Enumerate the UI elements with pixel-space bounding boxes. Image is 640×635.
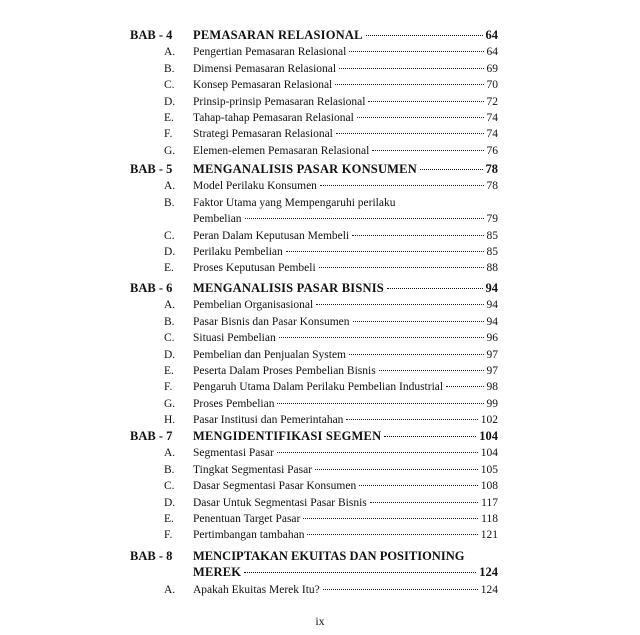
section-row	[0, 396, 640, 412]
dot-leader	[387, 288, 483, 289]
section-title-line-text: Faktor Utama yang Mempengaruhi perilaku	[193, 196, 396, 209]
section-page: 79	[486, 213, 498, 226]
toc-entry	[193, 297, 498, 313]
toc-entry	[193, 330, 498, 346]
dot-leader	[446, 386, 483, 387]
chapter-row	[0, 428, 640, 444]
section-page: 85	[486, 229, 498, 242]
section-title-line	[0, 195, 640, 211]
section-letter: C.	[164, 229, 175, 242]
toc-entry	[193, 27, 498, 43]
section-row	[0, 495, 640, 511]
section-row	[0, 363, 640, 379]
dot-leader	[370, 502, 478, 503]
chapter-page: 124	[479, 565, 498, 580]
section-page: 74	[486, 112, 498, 124]
section-row	[0, 511, 640, 527]
dot-leader	[307, 534, 477, 535]
toc-entry	[193, 126, 498, 142]
dot-leader	[303, 518, 478, 519]
dot-leader	[244, 572, 476, 573]
dot-leader	[316, 304, 483, 305]
section-letter: E.	[164, 365, 174, 377]
section-letter: E.	[164, 262, 174, 275]
section-letter: C.	[164, 332, 175, 345]
section-page: 76	[486, 144, 498, 157]
section-page: 99	[486, 397, 498, 410]
toc-entry	[193, 347, 498, 363]
section-letter: H.	[164, 414, 176, 427]
section-title: Pembelian Organisasional	[193, 299, 314, 312]
toc-entry	[193, 511, 498, 527]
section-title: Proses Pembelian	[193, 397, 275, 410]
section-row	[0, 445, 640, 461]
toc-entry	[193, 478, 498, 494]
section-row	[0, 244, 640, 260]
toc-entry	[193, 260, 498, 276]
toc-entry	[193, 178, 498, 194]
section-letter: B.	[164, 62, 175, 75]
toc-entry	[193, 77, 498, 93]
section-page: 69	[486, 62, 498, 75]
dot-leader	[420, 169, 483, 170]
section-page: 85	[486, 246, 498, 258]
dot-leader	[277, 403, 483, 404]
chapter-title: MEREK	[193, 565, 242, 580]
section-row	[0, 94, 640, 110]
section-row	[0, 228, 640, 244]
dot-leader	[335, 84, 483, 85]
dot-leader	[368, 101, 483, 102]
section-row	[0, 527, 640, 543]
dot-leader	[352, 235, 483, 236]
chapter-page: 78	[485, 162, 498, 176]
dot-leader	[359, 485, 478, 486]
section-letter: D.	[164, 95, 176, 108]
section-title: Situasi Pembelian	[193, 332, 276, 345]
chapter-title-line-text: MENCIPTAKAN EKUITAS DAN POSITIONING	[193, 549, 465, 563]
section-title: Pertimbangan tambahan	[193, 529, 305, 542]
section-letter: B.	[164, 315, 175, 328]
section-page: 72	[486, 95, 498, 108]
chapter-title: MENGANALISIS PASAR KONSUMEN	[193, 162, 417, 176]
dot-leader	[279, 337, 484, 338]
chapter-page: 104	[479, 429, 498, 443]
dot-leader	[323, 589, 478, 590]
section-row	[0, 412, 640, 428]
toc-entry	[193, 379, 498, 395]
toc-entry	[193, 280, 498, 296]
toc-entry	[193, 314, 498, 330]
toc-entry	[193, 412, 498, 428]
dot-leader	[349, 51, 483, 52]
dot-leader	[357, 117, 484, 118]
section-title: Elemen-elemen Pemasaran Relasional	[193, 144, 370, 157]
section-title: Konsep Pemasaran Relasional	[193, 79, 333, 92]
section-letter: G.	[164, 397, 176, 410]
section-page: 74	[486, 128, 498, 141]
section-row	[0, 314, 640, 330]
section-page: 96	[486, 332, 498, 345]
section-title: Segmentasi Pasar	[193, 447, 274, 460]
section-row	[0, 297, 640, 313]
chapter-label: BAB - 5	[130, 162, 173, 176]
section-page: 124	[480, 583, 498, 596]
section-page: 70	[486, 79, 498, 92]
section-title: Pembelian dan Penjualan System	[193, 348, 346, 361]
chapter-row	[0, 161, 640, 177]
chapter-title: PEMASARAN RELASIONAL	[193, 28, 363, 42]
dot-leader	[320, 185, 484, 186]
chapter-row	[0, 564, 640, 580]
section-row	[0, 126, 640, 142]
dot-leader	[286, 251, 484, 252]
section-letter: A.	[164, 180, 176, 193]
section-title: Pengaruh Utama Dalam Perilaku Pembelian Industrial	[193, 381, 444, 394]
section-row	[0, 330, 640, 346]
section-page: 108	[480, 480, 498, 493]
section-row	[0, 178, 640, 194]
dot-leader	[346, 419, 477, 420]
dot-leader	[372, 150, 483, 151]
toc-entry	[193, 110, 498, 126]
dot-leader	[349, 354, 484, 355]
section-title: Strategi Pemasaran Relasional	[193, 128, 333, 141]
section-row	[0, 260, 640, 276]
section-title: Pasar Bisnis dan Pasar Konsumen	[193, 315, 350, 328]
toc-entry	[193, 363, 498, 379]
toc-entry	[193, 44, 498, 60]
chapter-label: BAB - 8	[130, 549, 173, 563]
toc-entry	[193, 462, 498, 478]
chapter-page: 94	[485, 281, 498, 295]
section-letter: B.	[164, 196, 175, 209]
toc-entry	[193, 564, 498, 580]
dot-leader	[245, 218, 484, 219]
toc-entry	[193, 228, 498, 244]
section-letter: E.	[164, 112, 174, 124]
section-row	[0, 379, 640, 395]
section-page: 117	[481, 496, 498, 509]
section-row	[0, 110, 640, 126]
toc-entry	[193, 94, 498, 110]
section-letter: C.	[164, 79, 175, 92]
section-title: Dasar Segmentasi Pasar Konsumen	[193, 480, 357, 493]
section-page: 105	[480, 463, 498, 476]
dot-leader	[366, 35, 483, 36]
toc-entry	[193, 582, 498, 598]
section-letter: F.	[164, 128, 173, 141]
section-letter: F.	[164, 381, 173, 394]
section-letter: C.	[164, 480, 175, 493]
chapter-label: BAB - 4	[130, 28, 173, 42]
section-title: Prinsip-prinsip Pemasaran Relasional	[193, 95, 366, 108]
section-letter: D.	[164, 348, 176, 361]
section-title: Peran Dalam Keputusan Membeli	[193, 229, 350, 242]
chapter-title-line	[0, 548, 640, 564]
section-row	[0, 462, 640, 478]
section-letter: B.	[164, 463, 175, 476]
section-row	[0, 143, 640, 159]
dot-leader	[339, 68, 483, 69]
section-letter: D.	[164, 246, 176, 258]
dot-leader	[353, 321, 484, 322]
toc-entry	[193, 527, 498, 543]
section-title: Tingkat Segmentasi Pasar	[193, 463, 313, 476]
section-row	[0, 77, 640, 93]
section-row	[0, 44, 640, 60]
section-title: Pasar Institusi dan Pemerintahan	[193, 414, 344, 427]
section-letter: G.	[164, 144, 176, 157]
section-title: Peserta Dalam Proses Pembelian Bisnis	[193, 365, 376, 377]
section-title: Pengertian Pemasaran Relasional	[193, 46, 347, 59]
section-page: 64	[486, 46, 498, 59]
section-row	[0, 347, 640, 363]
chapter-title: MENGANALISIS PASAR BISNIS	[193, 281, 384, 295]
chapter-label: BAB - 7	[130, 429, 173, 443]
section-page: 97	[486, 348, 498, 361]
section-row	[0, 582, 640, 598]
section-letter: D.	[164, 496, 176, 509]
dot-leader	[319, 267, 484, 268]
toc-entry	[193, 211, 498, 227]
chapter-label: BAB - 6	[130, 281, 173, 295]
section-title: Proses Keputusan Pembeli	[193, 262, 316, 275]
toc-entry	[193, 495, 498, 511]
dot-leader	[315, 469, 478, 470]
chapter-row	[0, 280, 640, 296]
dot-leader	[379, 370, 484, 371]
chapter-page: 64	[485, 28, 498, 42]
section-page: 78	[486, 180, 498, 193]
chapter-row	[0, 27, 640, 43]
page-number: ix	[315, 614, 325, 628]
dot-leader	[336, 133, 484, 134]
section-row	[0, 478, 640, 494]
section-title: Dimensi Pemasaran Relasional	[193, 62, 337, 75]
toc-entry	[193, 396, 498, 412]
section-page: 94	[486, 315, 498, 328]
chapter-title: MENGIDENTIFIKASI SEGMEN	[193, 429, 382, 443]
section-letter: F.	[164, 529, 173, 542]
section-letter: A.	[164, 299, 176, 312]
section-row	[0, 61, 640, 77]
dot-leader	[277, 452, 478, 453]
section-letter: A.	[164, 583, 176, 596]
toc-entry	[193, 445, 498, 461]
section-title: Dasar Untuk Segmentasi Pasar Bisnis	[193, 496, 367, 509]
dot-leader	[384, 436, 476, 437]
section-letter: A.	[164, 46, 176, 59]
section-letter: A.	[164, 447, 176, 460]
section-page: 97	[486, 365, 498, 377]
section-page: 118	[481, 513, 498, 525]
section-title: Perilaku Pembelian	[193, 246, 283, 258]
toc-entry	[193, 428, 498, 444]
section-title: Pembelian	[193, 213, 242, 226]
section-title: Apakah Ekuitas Merek Itu?	[193, 583, 320, 596]
section-letter: E.	[164, 513, 174, 525]
toc-entry	[193, 143, 498, 159]
toc-entry	[193, 61, 498, 77]
section-row	[0, 211, 640, 227]
section-title: Tahap-tahap Pemasaran Relasional	[193, 112, 354, 124]
section-title: Penentuan Target Pasar	[193, 513, 301, 525]
toc-entry	[193, 161, 498, 177]
section-title: Model Perilaku Konsumen	[193, 180, 317, 193]
section-page: 102	[480, 414, 498, 427]
section-page: 121	[480, 529, 498, 542]
toc-entry	[193, 244, 498, 260]
section-page: 88	[486, 262, 498, 275]
section-page: 98	[486, 381, 498, 394]
section-page: 94	[486, 299, 498, 312]
section-page: 104	[480, 447, 498, 460]
